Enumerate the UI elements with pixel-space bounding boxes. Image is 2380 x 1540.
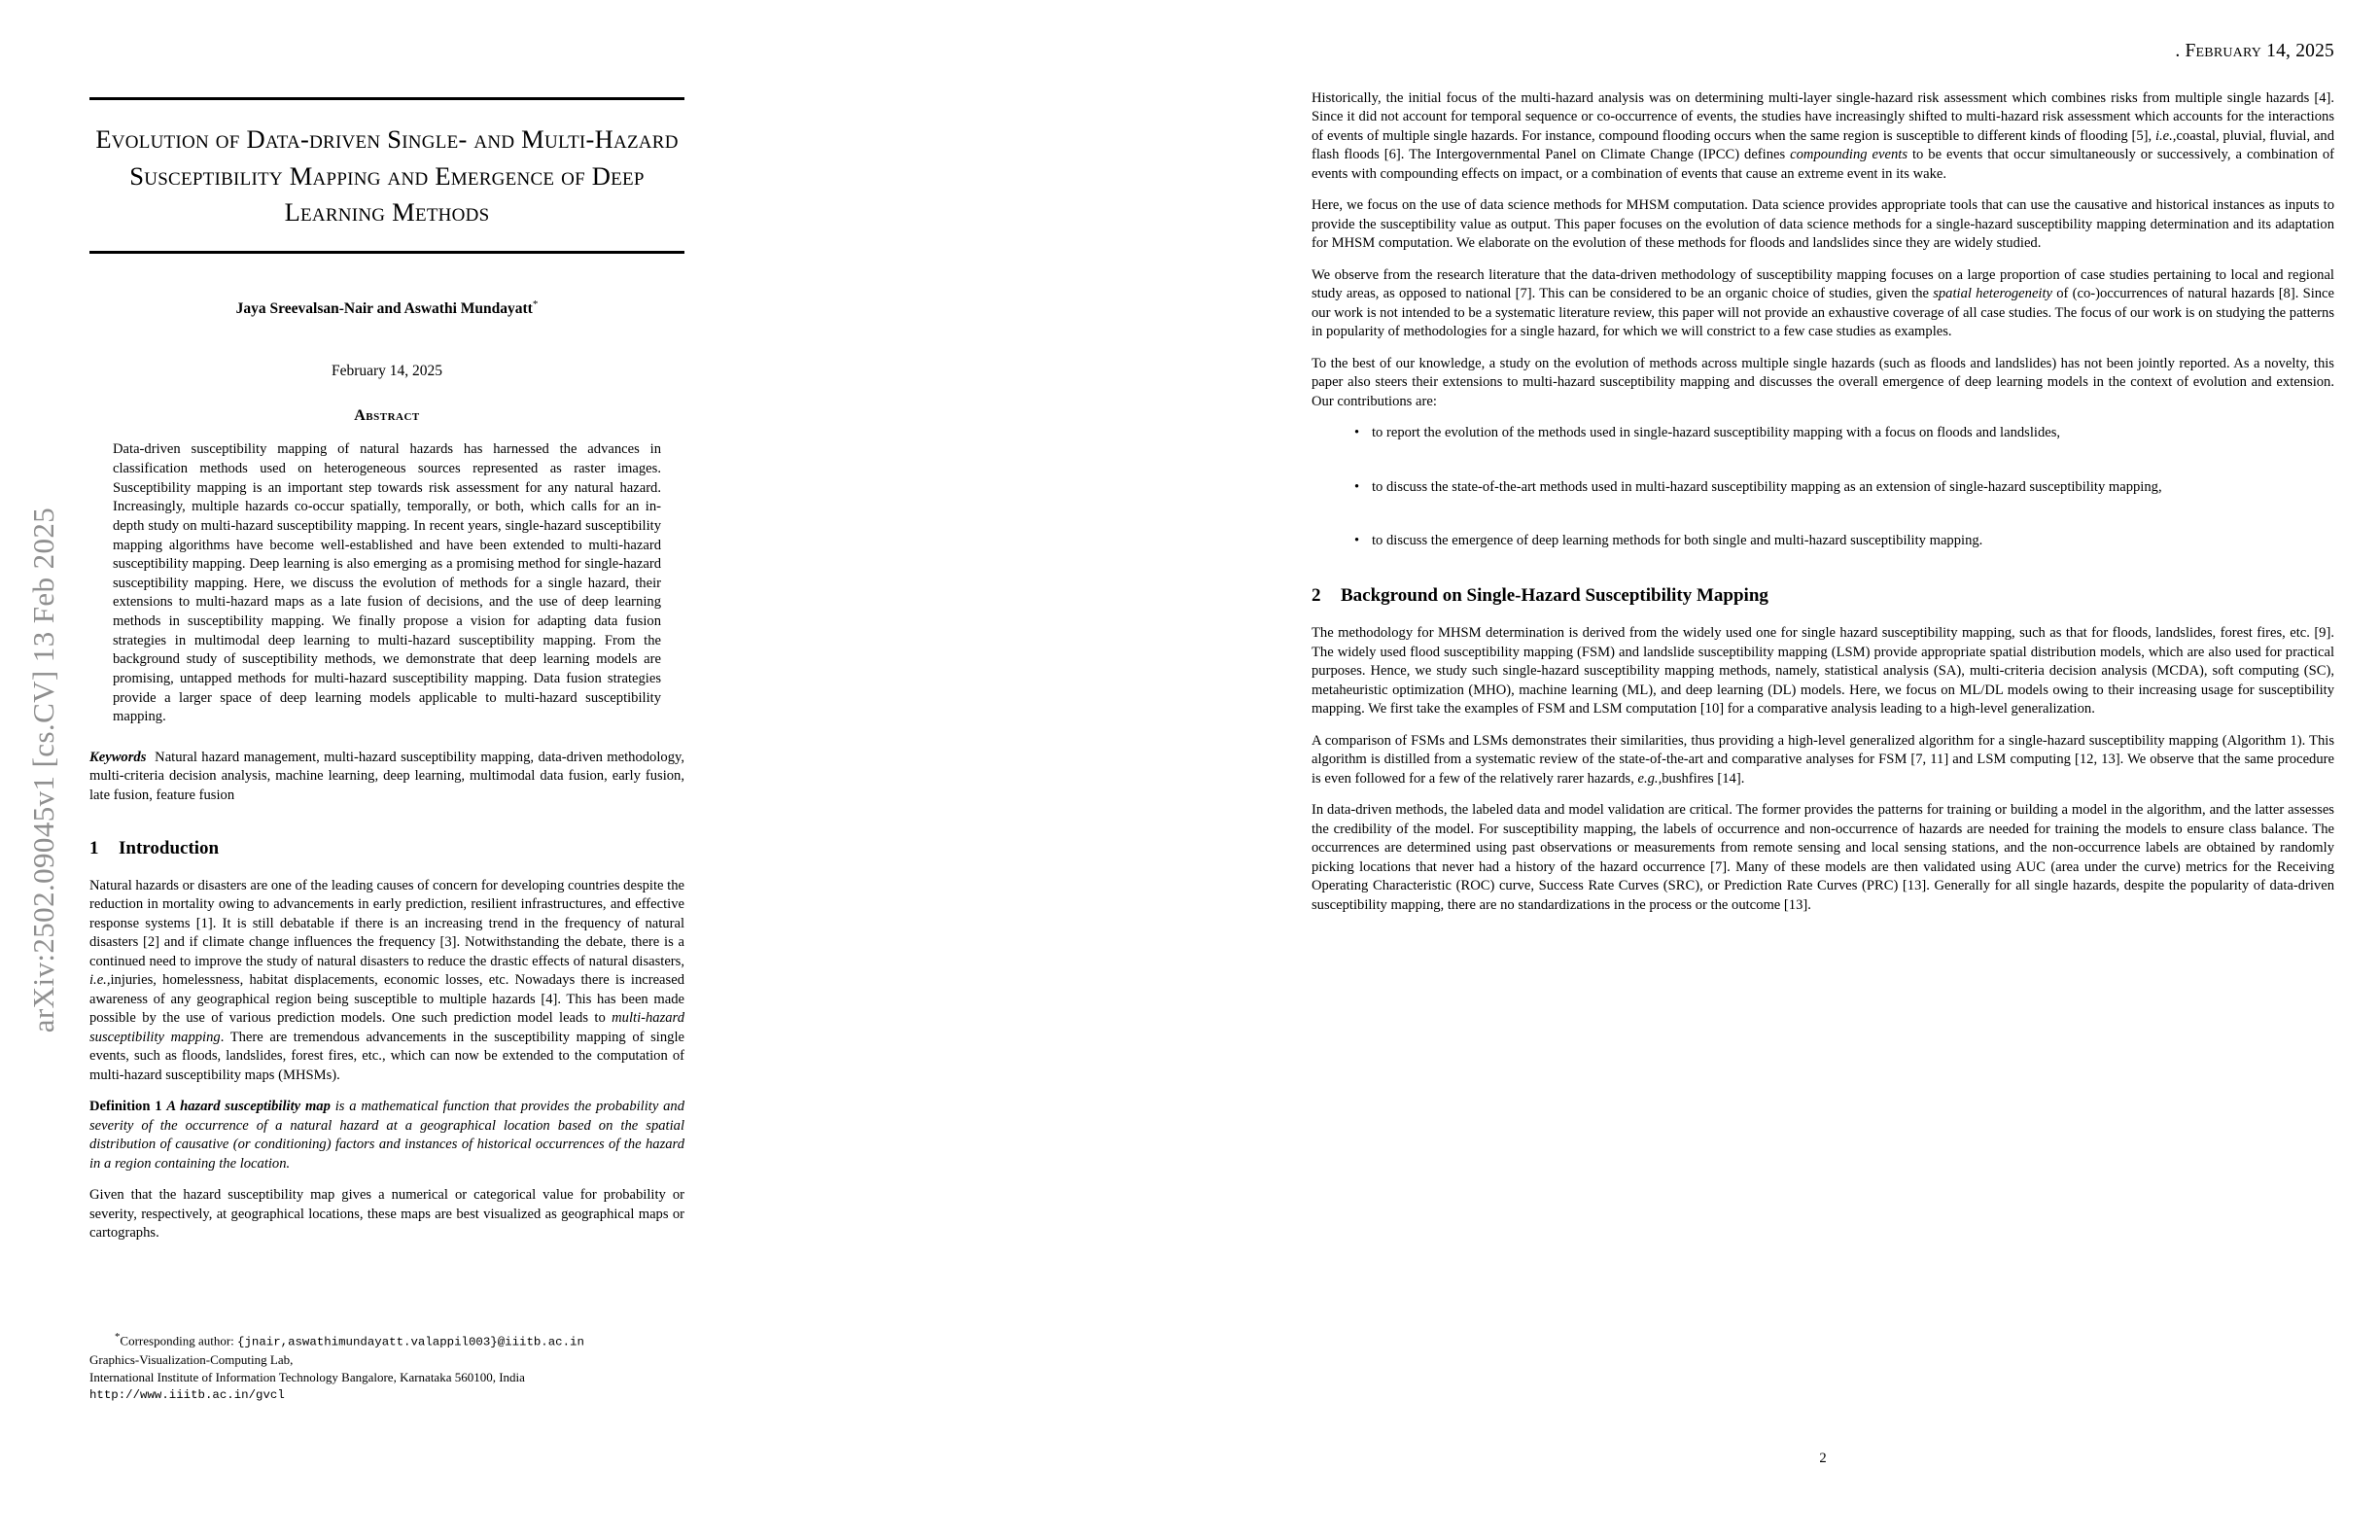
abstract-heading: Abstract xyxy=(354,407,420,425)
publication-date: February 14, 2025 xyxy=(331,363,443,380)
section-number-1: 1 xyxy=(89,838,99,858)
intro-paragraph-2: Given that the hazard susceptibility map gives a numerical or categorical value for probability or severity, respectively, at geographical locations, these maps are best visualized as geographical maps or cartographs. xyxy=(89,1187,684,1241)
author-footnote-marker: * xyxy=(532,298,539,311)
right-paragraph-5: The methodology for MHSM determination is derived from the widely used one for single hazard susceptibility mapping, such as that for floods, landslides, forest fires, etc. [9]. The widely used flood susceptibility mapping (FSM) and landslide susceptibility mapping (LSM) provide appropriate spatial distribution models, which are also used for practical purposes. Hence, we study such single-hazard susceptibility mapping methods, namely, statistical analysis (SA), multi-criteria decision analysis (MCDA), soft computing (SC), metaheuristic optimization (MHO), machine learning (ML), and deep learning (DL) models. Here, we focus on ML/DL models owing to their increasing usage for susceptibility mapping. We first take the examples of FSM and LSM computation [10] for a comparative analysis leading to a high-level generalization. xyxy=(1312,625,2334,718)
section-heading-introduction xyxy=(89,838,684,859)
rc-p3-italic-1: spatial heterogeneity xyxy=(1933,286,2053,302)
title-rule-bottom xyxy=(89,251,684,254)
right-paragraph-7: In data-driven methods, the labeled data and model validation are critical. The former provides the patterns for training or building a model in the algorithm, and the latter assesses the credibility of the model. For susceptibility mapping, the labels of occurrence and non-occurrence of hazards are needed for training the models to ensure class balance. The occurrences are determined using past observations or measurements from remote sensing and local sensing stations, and the non-occurrence labels are obtained by randomly picking locations that never had a history of the hazard occurrence [7]. Many of these models are then validated using AUC (area under the curve) metrics for the Receiving Operating Characteristic (ROC) curve, Success Rate Curves (SRC), or Prediction Rate Curves (PRC) [13]. Generally for all single hazards, despite the popularity of data-driven susceptibility mapping, there are no standardizations in the process or the outcome [13]. xyxy=(1312,802,2334,913)
rc-p1-italic-1: i.e., xyxy=(2154,127,2177,144)
rc-p3-part-b: of (co-)occurrences of natural hazards [8]. Since our work is not intended to be a systematic literature review, this paper will not provide an exhaustive coverage of all case studies. The focus of our work is on studying the patterns in popularity of methodologies for a single hazard, for which we will constrict to a few case studies as examples. xyxy=(1312,286,2334,340)
rc-p1-italic-2: compounding events xyxy=(1790,147,1908,163)
bullet-icon: • xyxy=(1354,478,1360,495)
contribution-text: to report the evolution of the methods used in single-hazard susceptibility mapping with a focus on floods and landslides, xyxy=(1372,425,2061,441)
definition-1-block xyxy=(89,1098,684,1173)
intro-p1-part-c: . There are tremendous advancements in the susceptibility mapping of single events, such as floods, landslides, forest fires, etc., which can now be extended to the computation of multi-hazard susceptibility maps (MHSMs). xyxy=(89,1029,684,1083)
right-paragraph-2: Here, we focus on the use of data science methods for MHSM computation. Data science provides appropriate tools that can use the causative and historical instances as inputs to provide the susceptibility value as output. This paper focuses on the evolution of data science methods for a single-hazard susceptibility mapping determination and its adaptation for MHSM computation. We elaborate on the evolution of these methods for floods and landslides since they are widely studied. xyxy=(1312,197,2334,252)
author-names: Jaya Sreevalsan-Nair and Aswathi Mundayatt xyxy=(235,300,533,318)
contributions-list xyxy=(1312,424,2334,550)
rc-p6-part-b: bushfires [14]. xyxy=(1662,770,1745,787)
arxiv-stamp-text: arXiv:2502.09045v1 [cs.CV] 13 Feb 2025 xyxy=(26,507,60,1033)
footnote-block xyxy=(89,1330,692,1404)
definition-label: Definition 1 xyxy=(89,1099,162,1115)
right-paragraph-4: To the best of our knowledge, a study on the evolution of methods across multiple single hazards (such as floods and landslides) has not been jointly reported. As a novelty, this paper also steers their extensions to multi-hazard susceptibility mapping and discusses the overall emergence of deep learning models in the context of evolution and extension. Our contributions are: xyxy=(1312,355,2334,409)
footnote-prefix: Corresponding author: xyxy=(120,1333,238,1348)
rc-p1-part-b: coastal, pluvial, fluvial, and flash floods [6]. The Intergovernmental Panel on Climate Change (IPCC) defines xyxy=(1312,127,2334,163)
intro-p1-italic-1: i.e., xyxy=(89,972,111,989)
rc-p6-part-a: A comparison of FSMs and LSMs demonstrates their similarities, thus providing a high-level generalized algorithm for a single-hazard susceptibility mapping (Algorithm 1). This algorithm is distilled from a systematic review of the state-of-the-art and comparative analyses for FSM [7, 11] and LSM computing [12, 13]. We observe that the same procedure is even followed for a few of the relatively rarer hazards, xyxy=(1312,732,2334,787)
abstract-body: Data-driven susceptibility mapping of natural hazards has harnessed the advances in classification methods used on heterogeneous sources represented as raster images. Susceptibility mapping is an important step towards risk assessment for any natural hazard. Increasingly, multiple hazards co-occur spatially, temporally, or both, which calls for an in-depth study on multi-hazard susceptibility mapping. In recent years, single-hazard susceptibility mapping algorithms have become well-established and have been extended to multi-hazard susceptibility mapping. Deep learning is also emerging as a promising method for single-hazard susceptibility mapping. Here, we discuss the evolution of methods for a single hazard, their extensions to multi-hazard maps as a late fusion of decisions, and the use of deep learning methods in susceptibility mapping. We finally propose a vision for adapting data fusion strategies in multimodal deep learning to multi-hazard susceptibility mapping. From the background study of susceptibility methods, we demonstrate that deep learning models are promising, untapped methods for multi-hazard susceptibility mapping. Data fusion strategies provide a larger space of deep learning models applicable to multi-hazard susceptibility mapping. xyxy=(113,441,661,725)
rc-p3-part-a: We observe from the research literature that the data-driven methodology of susceptibility mapping focuses on a large proportion of case studies pertaining to local and regional study areas, as opposed to national [7]. This can be considered to be an organic choice of studies, given the xyxy=(1312,266,2334,302)
page-title: Evolution of Data-driven Single- and Multi-Hazard Susceptibility Mapping and Emergence of Deep Learning Methods xyxy=(95,124,679,228)
list-item xyxy=(1312,532,2334,550)
rc-p6-italic-1: e.g., xyxy=(1637,770,1662,787)
bullet-icon: • xyxy=(1354,425,1360,441)
section-heading-background xyxy=(1312,585,2334,607)
intro-p1-italic-2: multi-hazard susceptibility mapping xyxy=(89,1010,684,1045)
contribution-text: to discuss the state-of-the-art methods used in multi-hazard susceptibility mapping as an extension of single-hazard susceptibility mapping, xyxy=(1372,478,2162,495)
keywords-text: Natural hazard management, multi-hazard susceptibility mapping, data-driven methodology, multi-criteria decision analysis, machine learning, deep learning, multimodal data fusion, early fusion, late fusion, feature fusion xyxy=(89,749,684,803)
rc-p1-part-a: Historically, the initial focus of the multi-hazard analysis was on determining multi-layer single-hazard risk assessment which combines risks from multiple single hazards [4]. Since it did not account for temporal sequence or co-occurrence of events, the studies have increasingly shifted to multi-hazard risk assessment which accounts for the interactions of events of multiple single hazards. For instance, compound flooding occurs when the same region is susceptible to different kinds of flooding [5], xyxy=(1312,90,2334,144)
footnote-institute: International Institute of Information Technology Bangalore, Karnataka 560100, India xyxy=(89,1370,525,1385)
footnote-lab: Graphics-Visualization-Computing Lab, xyxy=(89,1351,294,1367)
intro-p1-part-b: injuries, homelessness, habitat displacements, economic losses, etc. Nowadays there is increased awareness of any geographical region being susceptible to multiple hazards [4]. This has been made possible by the use of various prediction models. One such prediction model leads to xyxy=(89,972,684,1027)
footnote-url[interactable]: http://www.iiitb.ac.in/gvcl xyxy=(89,1387,285,1402)
author-list xyxy=(89,298,684,318)
section-title-1: Introduction xyxy=(119,838,220,858)
section-number-2: 2 xyxy=(1312,585,1321,607)
intro-p1-part-a: Natural hazards or disasters are one of the leading causes of concern for developing countries despite the reduction in mortality owing to advancements in early prediction, resilient infrastructures, and effective response systems [1]. It is still debatable if there is an increasing trend in the frequency of natural disasters [2] and if climate change influences the frequency [3]. Notwithstanding the debate, there is a continued need to improve the study of natural disasters to reduce the drastic effects of natural disasters, xyxy=(89,878,684,969)
title-rule-top xyxy=(89,97,684,100)
bullet-icon: • xyxy=(1354,532,1360,548)
intro-paragraph-1 xyxy=(89,877,684,1085)
definition-term: A hazard susceptibility map xyxy=(166,1099,331,1115)
keywords-line xyxy=(89,749,684,805)
right-paragraph-6 xyxy=(1312,732,2334,788)
keywords-label: Keywords xyxy=(89,749,147,765)
list-item xyxy=(1312,478,2334,497)
contribution-text: to discuss the emergence of deep learning methods for both single and multi-hazard susceptibility mapping. xyxy=(1372,532,1983,548)
page-number: 2 xyxy=(1819,1451,1827,1466)
footnote-email[interactable]: {jnair,aswathimundayatt.valappil003}@iiitb.ac.in xyxy=(237,1335,584,1349)
list-item xyxy=(1312,424,2334,442)
running-header: . February 14, 2025 xyxy=(2175,41,2334,61)
right-paragraph-1 xyxy=(1312,89,2334,184)
right-paragraph-3 xyxy=(1312,266,2334,342)
section-title-2: Background on Single-Hazard Susceptibility Mapping xyxy=(1341,585,1768,607)
rc-p1-part-c: to be events that occur simultaneously or successively, a combination of events with compounding effects on impact, or a combination of events that cause an extreme event in its wake. xyxy=(1312,147,2335,182)
right-column xyxy=(1312,0,2334,1540)
footnote-marker: * xyxy=(115,1331,121,1343)
definition-body: is a mathematical function that provides the probability and severity of the occurrence of a natural hazard at a geographical location based on the spatial distribution of causative (or conditioning) factors and instances of historical occurrences of the hazard in a region containing the location. xyxy=(89,1099,685,1172)
title-block xyxy=(89,97,684,1255)
footnote-corresponding-author xyxy=(89,1330,692,1351)
